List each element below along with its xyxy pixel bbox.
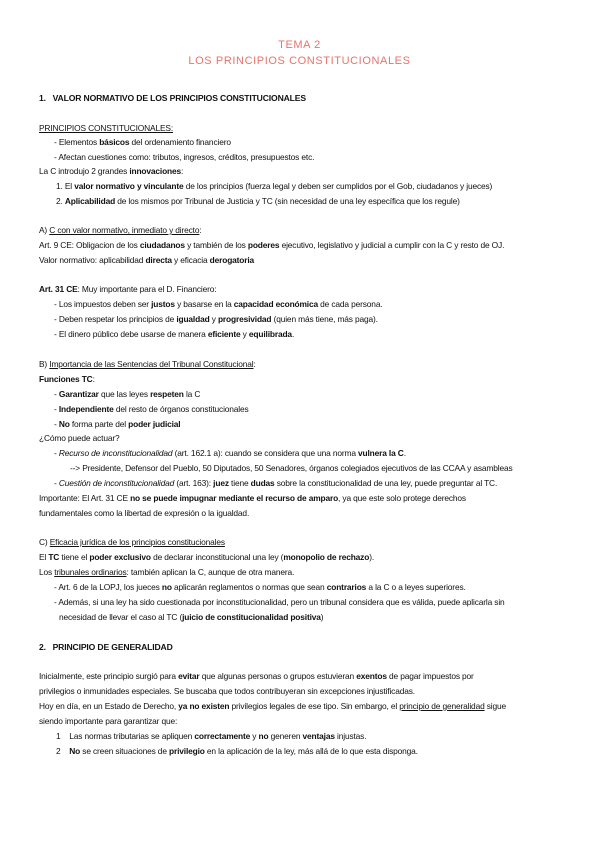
- section-number: 2.: [39, 642, 46, 652]
- paragraph: Valor normativo: aplicabilidad directa y eficacia derogatoria: [39, 255, 255, 265]
- list-item: - Art. 6 de la LOPJ, los jueces no aplicarán reglamentos o normas que sean contrarios a la C o a leyes superiores.: [54, 582, 466, 592]
- list-item: - Elementos básicos del ordenamiento financiero: [54, 137, 231, 147]
- section-number: 1.: [39, 93, 46, 103]
- subsection-a-heading: A) C con valor normativo, inmediato y directo:: [39, 225, 202, 235]
- paragraph: fundamentales como la libertad de expresión o la igualdad.: [39, 508, 250, 518]
- tema-number: TEMA 2: [278, 39, 321, 51]
- paragraph: Art. 9 CE: Obligacion de los ciudadanos y también de los poderes ejecutivo, legislativo y judicial a cumplir con la C y resto de OJ.: [39, 240, 505, 250]
- list-item: 2. Aplicabilidad de los mismos por Tribunal de Justicia y TC (sin necesidad de una ley específica que los regule): [56, 196, 460, 206]
- paragraph: ¿Cómo puede actuar?: [39, 433, 120, 443]
- list-item: - Garantizar que las leyes respeten la C: [54, 389, 201, 399]
- paragraph: Hoy en día, en un Estado de Derecho, ya no existen privilegios legales de ese tipo. Sin embargo, el principio de generalidad sigue: [39, 701, 507, 711]
- list-item: - Deben respetar los principios de igualdad y progresividad (quien más tiene, más paga).: [54, 314, 378, 324]
- list-item: - Afectan cuestiones como: tributos, ingresos, créditos, presupuestos etc.: [54, 152, 315, 162]
- paragraph: Funciones TC:: [39, 374, 95, 384]
- list-item: - No forma parte del poder judicial: [54, 419, 181, 429]
- paragraph: Art. 31 CE: Muy importante para el D. Financiero:: [39, 284, 217, 294]
- list-item: necesidad de llevar el caso al TC (juicio de constitucionalidad positiva): [59, 612, 324, 622]
- list-item: - El dinero público debe usarse de manera eficiente y equilibrada.: [54, 329, 295, 339]
- section-2-heading: [39, 642, 173, 653]
- section-title: VALOR NORMATIVO DE LOS PRINCIPIOS CONSTITUCIONALES: [52, 93, 306, 103]
- list-item: 1 Las normas tributarias se apliquen correctamente y no generen ventajas injustas.: [56, 731, 367, 741]
- section-1-heading: [39, 93, 306, 104]
- paragraph: La C introdujo 2 grandes innovaciones:: [39, 166, 184, 176]
- paragraph: Los tribunales ordinarios: también aplican la C, aunque de otra manera.: [39, 567, 295, 577]
- list-item: - Los impuestos deben ser justos y basarse en la capacidad económica de cada persona.: [54, 299, 383, 309]
- paragraph: El TC tiene el poder exclusivo de declarar inconstitucional una ley (monopolio de rechazo).: [39, 552, 375, 562]
- subsection-c-heading: C) Eficacia jurídica de los principios constitucionales: [39, 537, 225, 547]
- document-title: LOS PRINCIPIOS CONSTITUCIONALES: [188, 55, 411, 67]
- paragraph: Inicialmente, este principio surgió para evitar que algunas personas o grupos estuvieran exentos de pagar impuestos por: [39, 671, 474, 681]
- list-item: - Además, si una ley ha sido cuestionada por inconstitucionalidad, pero un tribunal considera que es válida, puede aplicarla sin: [54, 597, 505, 607]
- list-item: 1. El valor normativo y vinculante de los principios (fuerza legal y deben ser cumplidos por el Gob, ciudadanos y jueces): [56, 181, 493, 191]
- list-item: --> Presidente, Defensor del Pueblo, 50 Diputados, 50 Senadores, órganos colegiados ejecutivos de las CCAA y asambleas: [70, 463, 513, 473]
- list-item: 2 No se creen situaciones de privilegio en la aplicación de la ley, más allá de lo que esta disponga.: [56, 746, 418, 756]
- subsection-b-heading: B) Importancia de las Sentencias del Tribunal Constitucional:: [39, 359, 256, 369]
- list-item: - Recurso de inconstitucionalidad (art. 162.1 a): cuando se considera que una norma vulnera la C.: [54, 448, 406, 458]
- section-title: PRINCIPIO DE GENERALIDAD: [52, 642, 173, 652]
- list-item: - Independiente del resto de órganos constitucionales: [54, 404, 249, 414]
- list-item: - Cuestión de inconstitucionalidad (art. 163): juez tiene dudas sobre la constitucionalidad de una ley, puede preguntar al TC.: [54, 478, 498, 488]
- paragraph: siendo importante para garantizar que:: [39, 716, 178, 726]
- paragraph: Importante: El Art. 31 CE no se puede impugnar mediante el recurso de amparo, ya que este solo protege derechos: [39, 493, 466, 503]
- principios-heading: PRINCIPIOS CONSTITUCIONALES:: [39, 123, 174, 133]
- paragraph: privilegios o inmunidades especiales. Se buscaba que todos contribuyeran sin excepciones injustificadas.: [39, 686, 415, 696]
